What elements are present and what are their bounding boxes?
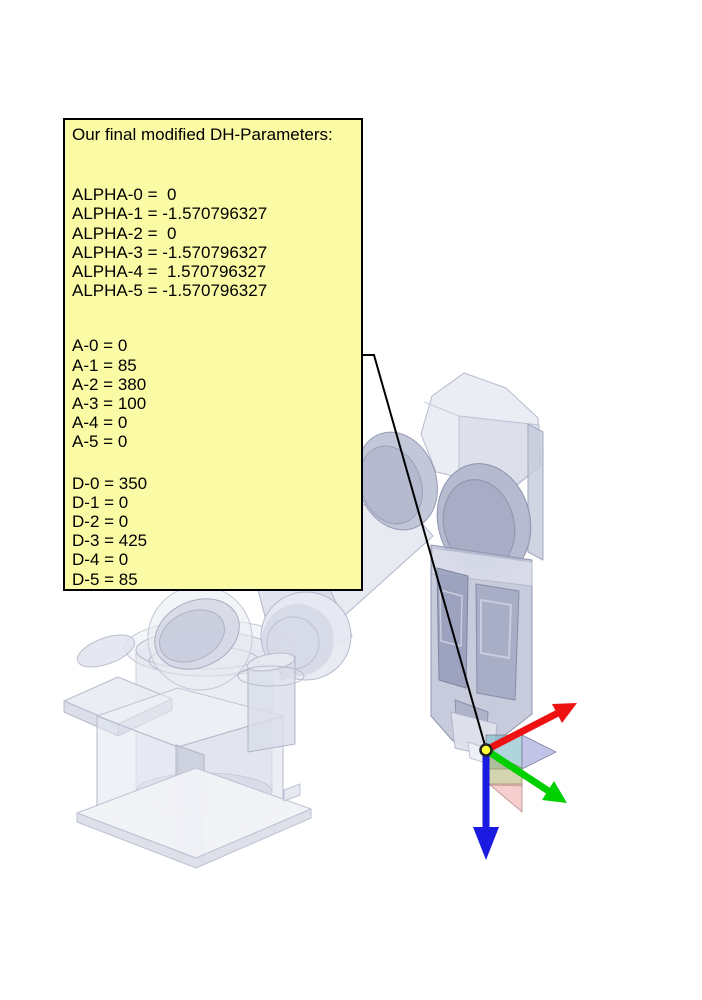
dh-param-line-alpha2: ALPHA-2 = 0 bbox=[72, 223, 177, 243]
dh-param-line-d5: D-5 = 85 bbox=[72, 569, 138, 589]
dh-param-line-d3: D-3 = 425 bbox=[72, 531, 148, 551]
dh-param-line-a5: A-5 = 0 bbox=[72, 432, 128, 452]
dh-param-line-alpha1: ALPHA-1 = -1.570796327 bbox=[72, 204, 268, 224]
plane-patch-lavender bbox=[522, 735, 556, 769]
dh-param-line-d2: D-2 = 0 bbox=[72, 512, 129, 532]
base-plate-nub bbox=[284, 784, 300, 801]
base-left-stub bbox=[73, 629, 138, 674]
dh-param-line-d0: D-0 = 350 bbox=[72, 473, 148, 493]
dh-param-line-d4: D-4 = 0 bbox=[72, 550, 129, 570]
dh-param-line-alpha5: ALPHA-5 = -1.570796327 bbox=[72, 281, 268, 301]
dh-param-line-a3: A-3 = 100 bbox=[72, 394, 147, 414]
plane-patch-pink bbox=[489, 784, 522, 812]
dh-parameters-callout[interactable] bbox=[63, 118, 363, 591]
callout-title: Our final modified DH-Parameters: bbox=[72, 125, 333, 144]
a-parameter-block bbox=[72, 336, 354, 451]
dh-param-line-d1: D-1 = 0 bbox=[72, 492, 129, 512]
dh-param-line-a1: A-1 = 85 bbox=[72, 355, 137, 375]
dh-param-line-alpha4: ALPHA-4 = 1.570796327 bbox=[72, 262, 267, 282]
z-axis-arrowhead bbox=[473, 827, 499, 860]
dh-param-line-alpha0: ALPHA-0 = 0 bbox=[72, 185, 177, 205]
origin-marker bbox=[481, 745, 492, 756]
alpha-parameter-block bbox=[72, 185, 354, 300]
dh-param-line-a2: A-2 = 380 bbox=[72, 374, 147, 394]
dh-param-line-alpha3: ALPHA-3 = -1.570796327 bbox=[72, 242, 268, 262]
dh-param-line-a4: A-4 = 0 bbox=[72, 413, 128, 433]
forearm-panel-right bbox=[476, 584, 519, 700]
d-parameter-block bbox=[72, 474, 354, 589]
dh-param-line-a0: A-0 = 0 bbox=[72, 336, 128, 356]
